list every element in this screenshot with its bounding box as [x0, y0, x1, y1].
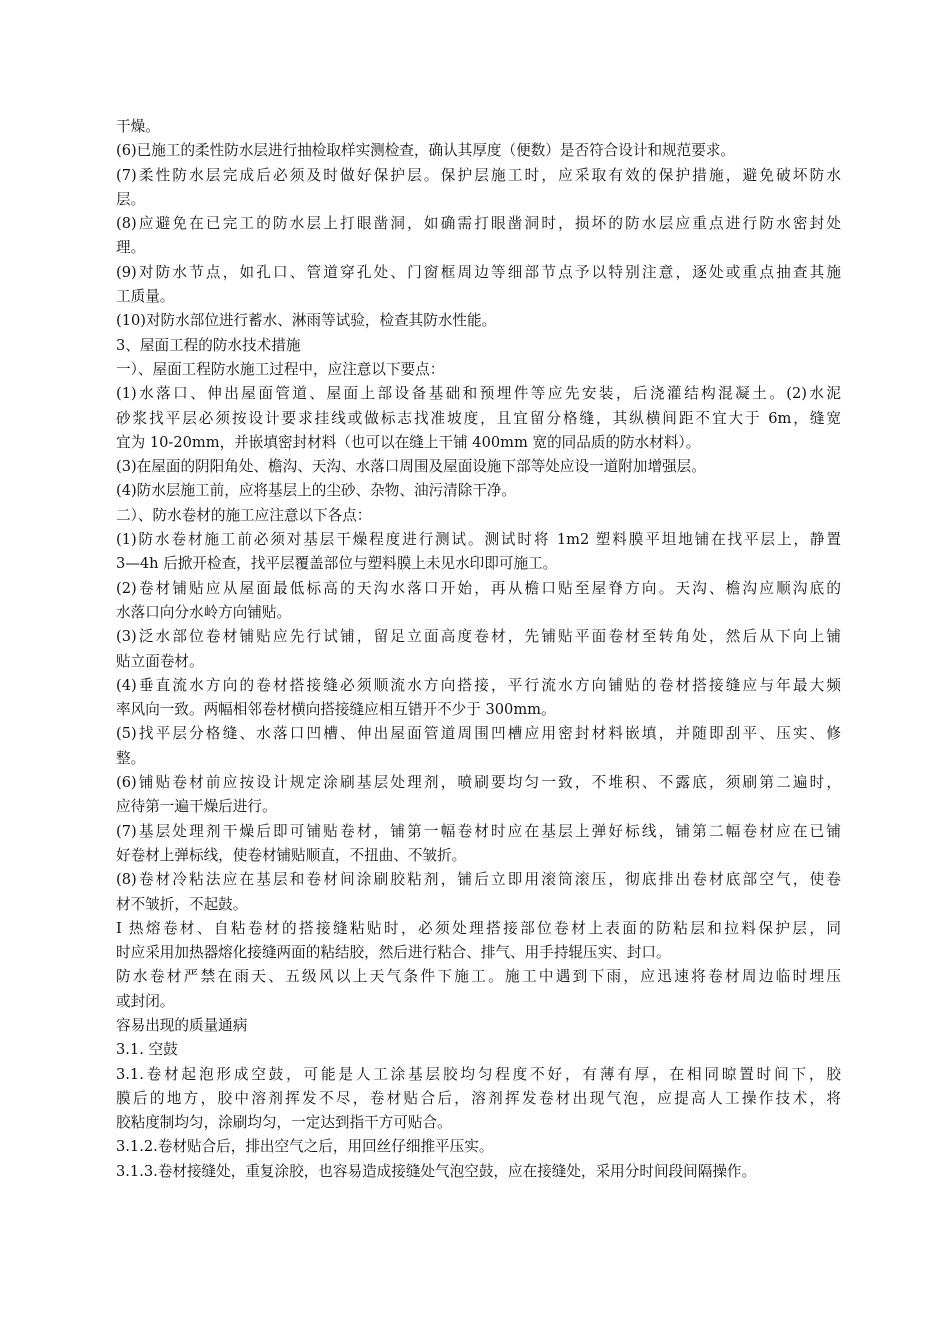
text-line: (9)对防水节点，如孔口、管道穿孔处、门窗框周边等细部节点予以特别注意，逐处或重点抽查其施	[116, 263, 841, 281]
text-line: (4)防水层施工前，应将基层上的尘砂、杂物、油污清除干净。	[116, 482, 517, 500]
text-line: (1)水落口、伸出屋面管道、屋面上部设备基础和预埋件等应先安装，后浇灌结构混凝土。(2)水泥	[116, 385, 841, 403]
text-line: (7)柔性防水层完成后必须及时做好保护层。保护层施工时，应采取有效的保护措施，避免破坏防水	[116, 166, 841, 184]
text-line: (7)基层处理剂干燥后即可铺贴卷材，铺第一幅卷材时应在基层上弹好标线，铺第二幅卷材应在已铺	[116, 822, 841, 840]
text-line: 水落口向分水岭方向铺贴。	[116, 603, 292, 621]
text-line: 时应采用加热器熔化接缝两面的粘结胶，然后进行粘合、排气、用手持辊压实、封口。	[116, 944, 671, 962]
text-line: (3)在屋面的阴阳角处、檐沟、天沟、水落口周围及屋面设施下部等处应设一道附加增强层。	[116, 458, 706, 476]
text-line: (6)已施工的柔性防水层进行抽检取样实测检查，确认其厚度（便数）是否符合设计和规范要求。	[116, 142, 736, 160]
text-line: 3.1. 空鼓	[116, 1041, 178, 1059]
text-line: 干燥。	[116, 118, 160, 135]
text-line: (5)找平层分格缝、水落口凹槽、伸出屋面管道周围凹槽应用密封材料嵌填，并随即刮平、压实、修	[116, 725, 841, 743]
text-line: 容易出现的质量通病	[116, 1016, 248, 1034]
text-line: (4)垂直流水方向的卷材搭接缝必须顺流水方向搭接，平行流水方向铺贴的卷材搭接缝应与年最大频	[116, 676, 841, 694]
text-line: 层。	[116, 190, 146, 208]
text-line: 工质量。	[116, 288, 175, 306]
text-line: (2)卷材铺贴应从屋面最低标高的天沟水落口开始，再从檐口贴至屋脊方向。天沟、檐沟应顺沟底的	[116, 579, 841, 597]
text-line: 砂浆找平层必须按设计要求挂线或做标志找准坡度，且宜留分格缝，其纵横间距不宜大于 6m，缝宽	[116, 409, 841, 427]
text-line: 膜后的地方，胶中溶剂挥发不尽，卷材贴合后，溶剂挥发卷材出现气泡，应提高人工操作技术，将	[116, 1089, 841, 1107]
text-line: 贴立面卷材。	[116, 652, 204, 670]
text-line: (8)应避免在已完工的防水层上打眼凿洞，如确需打眼凿洞时，损坏的防水层应重点进行防水密封处	[116, 215, 841, 233]
text-line: 二）、防水卷材的施工应注意以下各点：	[116, 506, 372, 524]
text-line: I 热熔卷材、自粘卷材的搭接缝粘贴时，必须处理搭接部位卷材上表面的防粘层和拉料保护层，同	[116, 919, 841, 937]
text-line: 宜为 10-20mm，并嵌填密封材料（也可以在缝上干铺 400mm 宽的同品质的防水材料）。	[116, 433, 701, 451]
text-line: (1)防水卷材施工前必须对基层干燥程度进行测试。测试时将 1m2 塑料膜平坦地铺在找平层上，静置	[116, 531, 841, 549]
text-line: 3—4h 后掀开检查，找平层覆盖部位与塑料膜上未见水印即可施工。	[116, 555, 558, 573]
text-line: 胶粘度制均匀，涂刷均匀，一定达到指干方可贴合。	[116, 1114, 452, 1132]
text-line: 应待第一遍干燥后进行。	[116, 798, 277, 816]
text-line: 3.1.3.卷材接缝处，重复涂胶，也容易造成接缝处气泡空鼓，应在接缝处，采用分时间段间隔操作。	[116, 1162, 757, 1180]
text-line: 或封闭。	[116, 992, 175, 1010]
text-line: 率风向一致。两幅相邻卷材横向搭接缝应相互错开不少于 300mm。	[116, 701, 556, 719]
text-line: (3)泛水部位卷材铺贴应先行试铺，留足立面高度卷材，先铺贴平面卷材至转角处，然后从下向上铺	[116, 628, 841, 646]
text-line: 理。	[116, 239, 146, 257]
text-line: 3.1.2.卷材贴合后，排出空气之后，用回丝仔细推平压实。	[116, 1138, 494, 1156]
text-line: 材不皱折，不起鼓。	[116, 895, 248, 913]
text-line: (6)铺贴卷材前应按设计规定涂刷基层处理剂，喷刷要均匀一致，不堆积、不露底，须刷第二遍时，	[116, 774, 841, 792]
text-line: (8)卷材冷粘法应在基层和卷材间涂刷胶粘剂，铺后立即用滚筒滚压，彻底排出卷材底部空气，使卷	[116, 871, 841, 889]
text-line: 3.1.卷材起泡形成空鼓，可能是人工涂基层胶均匀程度不好，有薄有厚，在相同晾置时间下，胶	[116, 1065, 841, 1083]
text-line: (10)对防水部位进行蓄水、淋雨等试验，检查其防水性能。	[116, 312, 497, 330]
text-line: 好卷材上弹标线，使卷材铺贴顺直，不扭曲、不皱折。	[116, 846, 467, 864]
text-line: 3、屋面工程的防水技术措施	[116, 336, 301, 354]
text-line: 一）、屋面工程防水施工过程中，应注意以下要点：	[116, 360, 445, 378]
text-line: 防水卷材严禁在雨天、五级风以上天气条件下施工。施工中遇到下雨，应迅速将卷材周边临时埋压	[116, 968, 841, 986]
text-line: 整。	[116, 749, 146, 767]
document-body	[116, 115, 841, 1184]
